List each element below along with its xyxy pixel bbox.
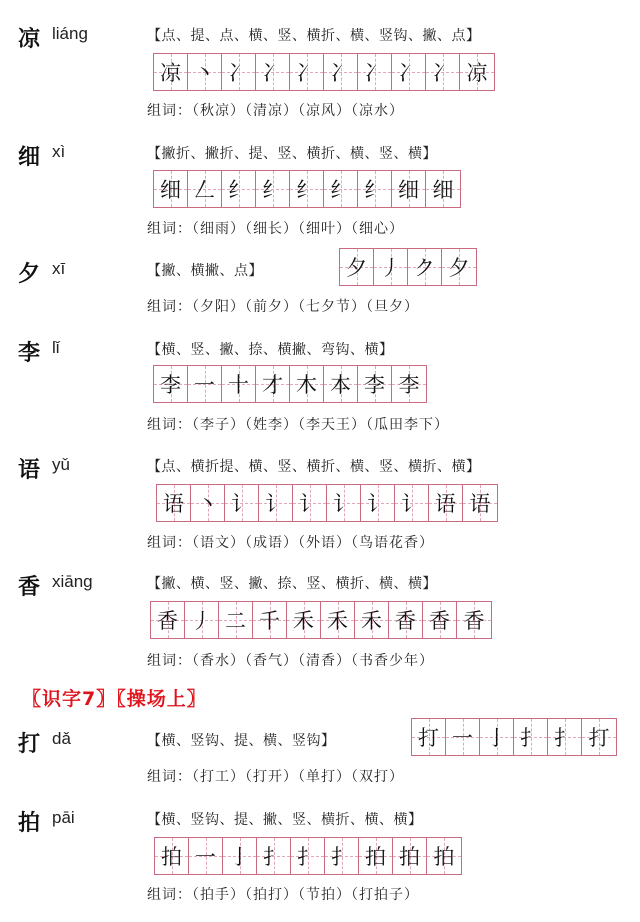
stroke-cell: 冫 [290,54,324,90]
stroke-grid [411,718,617,756]
words-label: 组词： [147,417,192,433]
stroke-cell: 香 [457,602,491,638]
section-title: 〖识字7〗〖操场上〗 [22,688,207,710]
stroke-names: 【点、提、点、横、竖、横折、横、竖钩、撇、点】 [147,28,481,44]
words-label: 组词： [147,769,192,785]
stroke-cell: 细 [426,171,460,207]
stroke-names: 【横、竖、撇、捺、横撇、弯钩、横】 [147,342,394,358]
words-list: （拍手）（拍打）（节拍）（打拍子） [192,887,419,903]
stroke-cell: 语 [463,485,497,521]
stroke-cell: 冫 [358,54,392,90]
stroke-grid [153,53,495,91]
stroke-cell: 禾 [355,602,389,638]
stroke-cell: 冫 [324,54,358,90]
words-list: （李子）（姓李）（李天王）（瓜田李下） [192,417,449,433]
head-character: 打 [18,732,41,757]
head-character: 拍 [18,811,41,836]
word-examples [147,296,419,316]
words-label: 组词： [147,535,192,551]
words-label: 组词： [147,221,192,237]
stroke-cell: 李 [358,366,392,402]
stroke-cell: 香 [151,602,185,638]
word-examples [147,650,434,670]
stroke-cell: 禾 [321,602,355,638]
head-character: 夕 [18,262,41,287]
stroke-names: 【横、竖钩、提、横、竖钩】 [147,733,336,749]
stroke-cell: 一 [189,838,223,874]
stroke-cell: 冫 [392,54,426,90]
stroke-cell: 纟 [256,171,290,207]
stroke-cell: 一 [188,366,222,402]
stroke-cell: 本 [324,366,358,402]
stroke-cell: ク [408,249,442,285]
stroke-cell: 打 [582,719,616,755]
word-examples [147,414,449,434]
stroke-cell: 夕 [340,249,374,285]
stroke-cell: 冫 [256,54,290,90]
words-list: （香水）（香气）（清香）（书香少年） [192,653,434,669]
pinyin: lǐ [52,338,60,357]
stroke-cell: 细 [392,171,426,207]
stroke-cell: 纟 [290,171,324,207]
stroke-grid [150,601,492,639]
stroke-cell: 木 [290,366,324,402]
stroke-cell: 语 [429,485,463,521]
stroke-cell: 打 [412,719,446,755]
stroke-cell: 讠 [293,485,327,521]
head-character: 细 [18,145,41,170]
stroke-cell: 细 [154,171,188,207]
stroke-cell: 李 [154,366,188,402]
word-examples [147,766,404,786]
stroke-cell: 二 [219,602,253,638]
stroke-cell: 扌 [514,719,548,755]
pinyin: liáng [52,24,88,43]
stroke-cell: 拍 [155,838,189,874]
stroke-cell: 凉 [460,54,494,90]
stroke-cell: 香 [389,602,423,638]
stroke-cell: 李 [392,366,426,402]
stroke-cell: 拍 [427,838,461,874]
stroke-cell: 冫 [426,54,460,90]
stroke-cell: 丿 [185,602,219,638]
pinyin: pāi [52,808,75,827]
words-label: 组词： [147,103,192,119]
head-character: 凉 [18,27,41,52]
words-label: 组词： [147,299,192,315]
stroke-cell: 纟 [222,171,256,207]
stroke-cell: 一 [446,719,480,755]
stroke-cell: 讠 [395,485,429,521]
stroke-cell: 禾 [287,602,321,638]
stroke-cell: 扌 [291,838,325,874]
stroke-cell: 亅 [480,719,514,755]
words-list: （细雨）（细长）（细叶）（细心） [192,221,404,237]
stroke-cell: 讠 [259,485,293,521]
stroke-cell: 香 [423,602,457,638]
stroke-cell: 冫 [222,54,256,90]
stroke-cell: 十 [222,366,256,402]
stroke-cell: 𠃋 [188,171,222,207]
stroke-names: 【撇、横撇、点】 [147,263,263,279]
stroke-cell: 讠 [225,485,259,521]
stroke-grid [156,484,498,522]
words-list: （秋凉）（清凉）（凉风）（凉水） [192,103,404,119]
pinyin: xiāng [52,572,93,591]
stroke-names: 【撇折、撇折、提、竖、横折、横、竖、横】 [147,146,437,162]
stroke-cell: 讠 [327,485,361,521]
word-examples [147,218,404,238]
words-list: （打工）（打开）（单打）（双打） [192,769,404,785]
stroke-cell: 夕 [442,249,476,285]
stroke-cell: 凉 [154,54,188,90]
stroke-cell: 扌 [548,719,582,755]
word-examples [147,532,434,552]
stroke-cell: 语 [157,485,191,521]
stroke-cell: 丶 [191,485,225,521]
stroke-cell: 丿 [374,249,408,285]
pinyin: xì [52,142,66,161]
head-character: 语 [18,458,41,483]
pinyin: dǎ [52,729,71,748]
stroke-grid [153,365,427,403]
words-label: 组词： [147,887,192,903]
stroke-cell: 纟 [358,171,392,207]
words-list: （语文）（成语）（外语）（鸟语花香） [192,535,434,551]
stroke-grid [153,170,461,208]
words-label: 组词： [147,653,192,669]
stroke-cell: 才 [256,366,290,402]
stroke-cell: 扌 [257,838,291,874]
stroke-names: 【横、竖钩、提、撇、竖、横折、横、横】 [147,812,423,828]
stroke-cell: 拍 [393,838,427,874]
stroke-names: 【撇、横、竖、撇、捺、竖、横折、横、横】 [147,576,437,592]
pinyin: xī [52,259,66,278]
stroke-cell: 拍 [359,838,393,874]
stroke-cell: 扌 [325,838,359,874]
head-character: 李 [18,341,41,366]
stroke-cell: 亅 [223,838,257,874]
stroke-names: 【点、横折提、横、竖、横折、横、竖、横折、横】 [147,459,481,475]
words-list: （夕阳）（前夕）（七夕节）（旦夕） [192,299,419,315]
stroke-cell: 讠 [361,485,395,521]
word-examples [147,884,419,904]
stroke-grid [154,837,462,875]
word-examples [147,100,404,120]
stroke-cell: 纟 [324,171,358,207]
stroke-grid [339,248,477,286]
stroke-cell: 千 [253,602,287,638]
head-character: 香 [18,575,41,600]
pinyin: yǔ [52,455,70,474]
stroke-cell: 丶 [188,54,222,90]
